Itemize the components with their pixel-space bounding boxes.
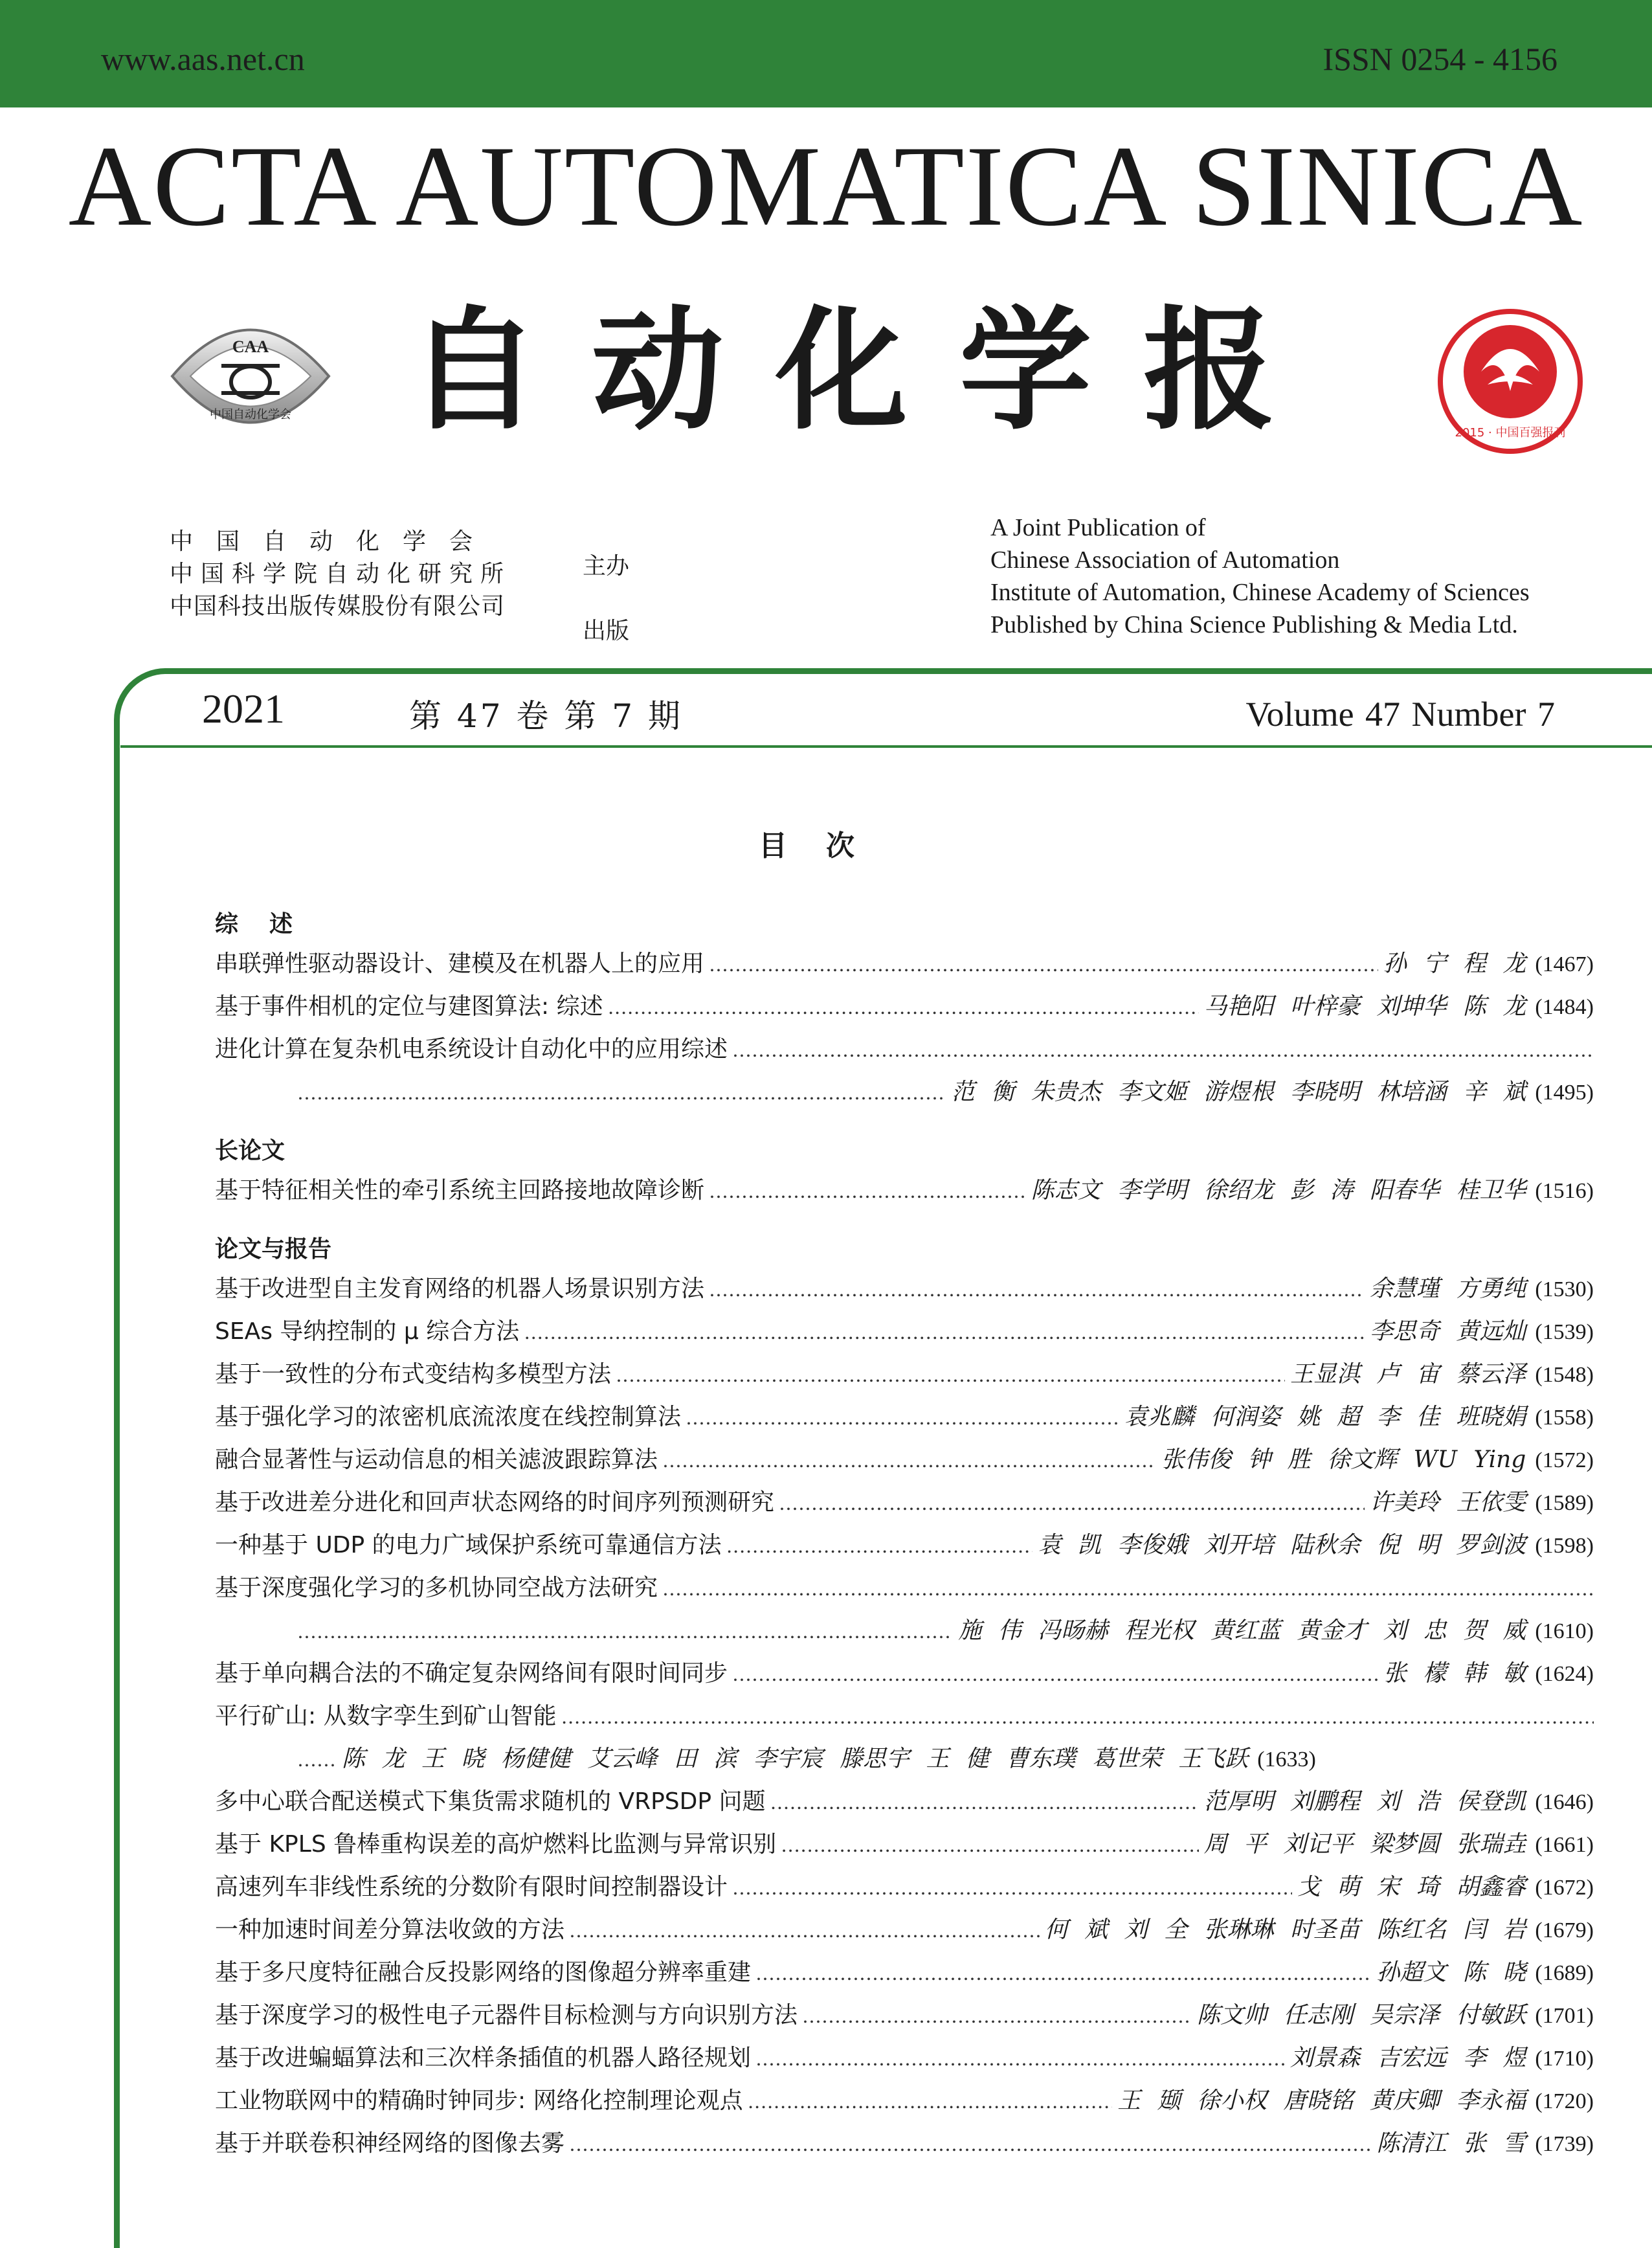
- award-badge-text: 2015 · 中国百强报刊: [1455, 426, 1566, 440]
- toc-entry[interactable]: [215, 985, 1594, 1028]
- toc-entry[interactable]: [215, 1781, 1594, 1823]
- entry-page: (1672): [1535, 1876, 1594, 1900]
- toc-entry[interactable]: [215, 1310, 1594, 1353]
- entry-page: (1530): [1535, 1277, 1594, 1301]
- issn-number: ISSN 0254 - 4156: [1323, 41, 1557, 77]
- entry-title: 平行矿山: 从数字孪生到矿山智能: [215, 1703, 557, 1729]
- entry-title: 基于单向耦合法的不确定复杂网络间有限时间同步: [215, 1660, 728, 1687]
- entry-title: 串联弹性驱动器设计、建模及在机器人上的应用: [215, 950, 705, 977]
- entry-authors: 何 斌 刘 全 张琳琳 时圣苗 陈红名 闫 岩: [1044, 1916, 1526, 1943]
- sponsor-en-line-1: A Joint Publication of: [990, 514, 1206, 541]
- caa-logo-text: CAA: [232, 337, 269, 356]
- toc-entry[interactable]: [215, 1909, 1594, 1951]
- toc-entry[interactable]: [215, 1567, 1594, 1610]
- table-of-contents: [215, 906, 1594, 2165]
- sponsor-org-2: 中国科学院自动化研究所: [170, 561, 512, 587]
- entry-authors: 周 平 刘记平 梁梦圆 张瑞垚: [1203, 1831, 1526, 1858]
- entry-page: (1701): [1535, 2004, 1594, 2028]
- entry-page: (1624): [1535, 1662, 1594, 1686]
- entry-title: 基于改进差分进化和回声状态网络的时间序列预测研究: [215, 1489, 775, 1516]
- entry-authors: 王显淇 卢 宙 蔡云泽: [1290, 1361, 1526, 1388]
- sponsor-en-line-3: Institute of Automation, Chinese Academy of Sciences: [990, 579, 1530, 606]
- entry-page: (1484): [1535, 995, 1594, 1019]
- entry-title: 基于强化学习的浓密机底流浓度在线控制算法: [215, 1404, 682, 1430]
- entry-authors: 王 颋 徐小权 唐晓铭 黄庆卿 李永福: [1117, 2087, 1526, 2114]
- entry-page: (1598): [1535, 1534, 1594, 1558]
- toc-entry[interactable]: [215, 1268, 1594, 1310]
- toc-entry[interactable]: [215, 1866, 1594, 1909]
- sponsor-org-1: 中国自动化学会: [170, 528, 497, 555]
- entry-page: (1610): [1535, 1619, 1594, 1643]
- toc-entry[interactable]: [215, 943, 1594, 985]
- toc-entry-continued[interactable]: [215, 1610, 1594, 1652]
- entry-page: (1739): [1535, 2132, 1594, 2156]
- toc-entry[interactable]: [215, 2122, 1594, 2165]
- entry-authors: 陈 龙 王 晓 杨健健 艾云峰 田 滨 李宇宸 滕思宇 王 健 曹东璞 葛世荣 王飞跃: [342, 1746, 1249, 1772]
- entry-title: 基于一致性的分布式变结构多模型方法: [215, 1361, 612, 1388]
- entry-authors: 袁兆麟 何润姿 姚 超 李 佳 班晓娟: [1124, 1404, 1526, 1430]
- entry-page: (1467): [1535, 952, 1594, 976]
- entry-authors: 孙超文 陈 晓: [1376, 1959, 1526, 1986]
- entry-page: (1516): [1535, 1179, 1594, 1203]
- entry-title: 基于改进型自主发育网络的机器人场景识别方法: [215, 1276, 705, 1302]
- journal-title-cn: 自动化学报: [408, 295, 1327, 448]
- entry-title: 一种基于 UDP 的电力广域保护系统可靠通信方法: [215, 1532, 722, 1558]
- entry-authors: 范厚明 刘鹏程 刘 浩 侯登凯: [1203, 1788, 1526, 1815]
- section-review: 综述: [215, 911, 324, 938]
- entry-title: 进化计算在复杂机电系统设计自动化中的应用综述: [215, 1036, 728, 1062]
- entry-page: (1720): [1535, 2089, 1594, 2113]
- entry-title: 多中心联合配送模式下集货需求随机的 VRPSDP 问题: [215, 1788, 766, 1815]
- toc-entry[interactable]: [215, 1439, 1594, 1481]
- issue-volume-cn: 第 47 卷 第 7 期: [409, 697, 683, 735]
- role-publisher: 出版: [583, 618, 630, 644]
- toc-entry[interactable]: [215, 1994, 1594, 2037]
- issue-year: 2021: [202, 686, 285, 732]
- issue-volume-en: Volume 47 Number 7: [1245, 695, 1555, 734]
- entry-authors: 施 伟 冯旸赫 程光权 黄红蓝 黄金才 刘 忠 贺 威: [958, 1617, 1526, 1644]
- entry-page: (1572): [1535, 1448, 1594, 1472]
- entry-page: (1689): [1535, 1961, 1594, 1985]
- toc-entry-continued[interactable]: [215, 1738, 1594, 1781]
- entry-title: 工业物联网中的精确时钟同步: 网络化控制理论观点: [215, 2087, 743, 2114]
- entry-authors: 戈 萌 宋 琦 胡鑫睿: [1297, 1874, 1526, 1900]
- toc-title: 目次: [759, 829, 893, 862]
- caa-logo-caption: 中国自动化学会: [210, 408, 291, 422]
- entry-title: 基于多尺度特征融合反投影网络的图像超分辨率重建: [215, 1959, 752, 1986]
- entry-title: SEAs 导纳控制的 μ 综合方法: [215, 1318, 520, 1345]
- entry-page: (1589): [1535, 1491, 1594, 1515]
- entry-authors: 余慧瑾 方勇纯: [1369, 1276, 1526, 1302]
- entry-page: (1548): [1535, 1363, 1594, 1387]
- entry-authors: 李思奇 黄远灿: [1369, 1318, 1526, 1345]
- toc-entry[interactable]: [215, 1652, 1594, 1695]
- entry-authors: 范 衡 朱贵杰 李文姬 游煜根 李晓明 林培涵 辛 斌: [951, 1079, 1526, 1105]
- toc-entry[interactable]: [215, 1695, 1594, 1738]
- entry-authors: 刘景森 吉宏远 李 煜: [1290, 2045, 1526, 2071]
- sponsors-cn: [170, 526, 511, 623]
- entry-authors: 袁 凯 李俊娥 刘开培 陆秋余 倪 明 罗剑波: [1038, 1532, 1526, 1558]
- entry-authors: 许美玲 王依雯: [1369, 1489, 1526, 1516]
- section-papers-reports: 论文与报告: [215, 1236, 332, 1263]
- caa-logo-icon: [159, 309, 342, 443]
- entry-title: 基于改进蝙蝠算法和三次样条插值的机器人路径规划: [215, 2045, 752, 2071]
- entry-authors: 陈清江 张 雪: [1376, 2130, 1526, 2157]
- entry-page: (1633): [1257, 1748, 1316, 1771]
- entry-page: (1710): [1535, 2047, 1594, 2071]
- entry-title: 基于事件相机的定位与建图算法: 综述: [215, 993, 603, 1020]
- entry-page: (1646): [1535, 1790, 1594, 1814]
- toc-entry[interactable]: [215, 1396, 1594, 1439]
- toc-entry[interactable]: [215, 1951, 1594, 1994]
- journal-url[interactable]: www.aas.net.cn: [101, 41, 305, 77]
- entry-page: (1539): [1535, 1320, 1594, 1344]
- entry-authors: 陈志文 李学明 徐绍龙 彭 涛 阳春华 桂卫华: [1031, 1177, 1526, 1204]
- sponsors-en: [990, 511, 1530, 641]
- entry-title: 融合显著性与运动信息的相关滤波跟踪算法: [215, 1446, 658, 1473]
- entry-title: 基于并联卷积神经网络的图像去雾: [215, 2130, 565, 2157]
- frame-divider: [120, 745, 1652, 748]
- sponsor-en-line-2: Chinese Association of Automation: [990, 546, 1340, 574]
- toc-entry[interactable]: [215, 2037, 1594, 2080]
- sponsor-en-line-4: Published by China Science Publishing & Media Ltd.: [990, 611, 1518, 638]
- entry-page: (1495): [1535, 1081, 1594, 1105]
- publisher-org: 中国科技出版传媒股份有限公司: [170, 593, 506, 620]
- entry-title: 基于 KPLS 鲁棒重构误差的高炉燃料比监测与异常识别: [215, 1831, 777, 1858]
- toc-entry[interactable]: [215, 1481, 1594, 1524]
- award-badge-icon: [1436, 307, 1585, 456]
- toc-entry[interactable]: [215, 1169, 1594, 1212]
- toc-entry[interactable]: [215, 1028, 1594, 1071]
- entry-authors: 孙 宁 程 龙: [1383, 950, 1526, 977]
- entry-title: 一种加速时间差分算法收敛的方法: [215, 1916, 565, 1943]
- entry-title: 高速列车非线性系统的分数阶有限时间控制器设计: [215, 1874, 728, 1900]
- toc-entry[interactable]: [215, 1353, 1594, 1396]
- journal-title-en: ACTA AUTOMATICA SINICA: [68, 122, 1584, 250]
- entry-title: 基于深度学习的极性电子元器件目标检测与方向识别方法: [215, 2002, 798, 2029]
- toc-entry[interactable]: [215, 1524, 1594, 1567]
- toc-entry[interactable]: [215, 1823, 1594, 1866]
- entry-title: 基于特征相关性的牵引系统主回路接地故障诊断: [215, 1177, 705, 1204]
- entry-authors: 张 檬 韩 敏: [1383, 1660, 1526, 1687]
- entry-authors: 马艳阳 叶梓豪 刘坤华 陈 龙: [1203, 993, 1526, 1020]
- toc-entry[interactable]: [215, 2080, 1594, 2122]
- role-sponsor: 主办: [583, 553, 630, 579]
- top-banner: [0, 0, 1652, 107]
- section-long-paper: 长论文: [215, 1138, 285, 1164]
- toc-entry-continued[interactable]: [215, 1071, 1594, 1114]
- entry-page: (1558): [1535, 1406, 1594, 1430]
- entry-authors: 张伟俊 钟 胜 徐文辉 WU Ying: [1161, 1446, 1526, 1473]
- entry-page: (1661): [1535, 1833, 1594, 1857]
- entry-authors: 陈文帅 任志刚 吴宗泽 付敏跃: [1197, 2002, 1526, 2029]
- entry-page: (1679): [1535, 1918, 1594, 1942]
- entry-title: 基于深度强化学习的多机协同空战方法研究: [215, 1575, 658, 1601]
